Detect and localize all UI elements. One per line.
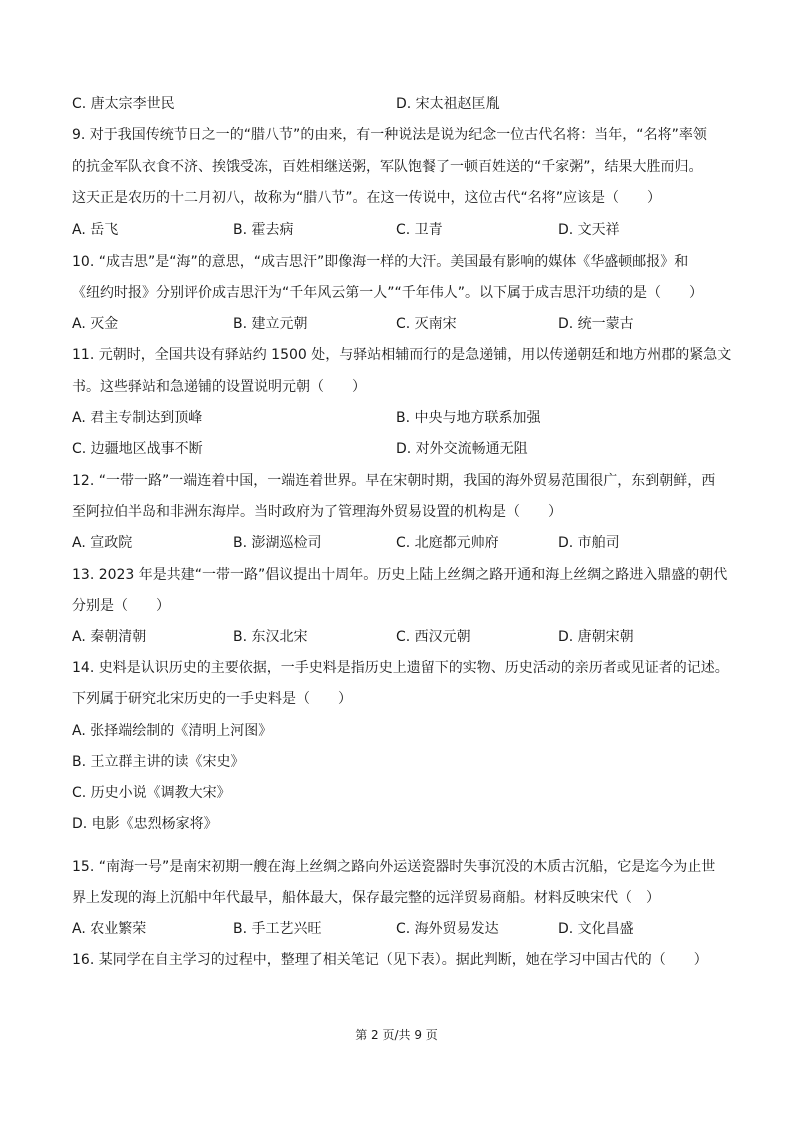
q10-option-d: D. 统一蒙古 (558, 316, 634, 332)
q8-option-c: C. 唐太宗李世民 (72, 96, 175, 112)
q11-option-d: D. 对外交流畅通无阻 (396, 441, 528, 457)
q10-stem-line-1: 10. “成吉思”是“海”的意思，“成吉思汗”即像海一样的大汗。美国最有影响的媒体《华盛顿邮报》和 (72, 254, 689, 270)
q13-stem-line-2: 分别是（ ） (72, 598, 170, 614)
q10-stem-line-2: 《纽约时报》分别评价成吉思汗为“千年风云第一人”“千年伟人”。以下属于成吉思汗功绩的是（ ） (72, 285, 704, 301)
q15-option-b: B. 手工艺兴旺 (233, 921, 322, 937)
page-footer: 第 2 页/共 9 页 (355, 1028, 438, 1042)
q13-option-d: D. 唐朝宋朝 (558, 629, 634, 645)
q10-option-a: A. 灭金 (72, 316, 119, 332)
q16-stem-line-1: 16. 某同学在自主学习的过程中，整理了相关笔记（见下表）。据此判断，她在学习中国古代的（ ） (72, 952, 708, 968)
q15-option-d: D. 文化昌盛 (558, 921, 634, 937)
q15-stem-line-2: 界上发现的海上沉船中年代最早，船体最大，保存最完整的远洋贸易商船。材料反映宋代（ ） (72, 890, 660, 906)
q12-stem-line-1: 12. “一带一路”一端连着中国，一端连着世界。早在宋朝时期，我国的海外贸易范围很广，东到朝鲜，西 (72, 473, 716, 489)
q10-option-b: B. 建立元朝 (233, 316, 308, 332)
q11-stem-line-1: 11. 元朝时，全国共设有驿站约 1500 处，与驿站相辅而行的是急递铺，用以传递朝廷和地方州郡的紧急文 (72, 347, 732, 363)
q15-stem-line-1: 15. “南海一号”是南宋初期一艘在海上丝绸之路向外运送瓷器时失事沉没的木质古沉船，它是迄今为止世 (72, 859, 716, 875)
q15-option-a: A. 农业繁荣 (72, 921, 147, 937)
q12-stem-line-2: 至阿拉伯半岛和非洲东海岸。当时政府为了管理海外贸易设置的机构是（ ） (72, 504, 562, 520)
q14-option-c: C. 历史小说《调教大宋》 (72, 785, 231, 801)
q11-stem-line-2: 书。这些驿站和急递铺的设置说明元朝（ ） (72, 379, 366, 395)
q14-stem-line-1: 14. 史料是认识历史的主要依据，一手史料是指历史上遗留下的实物、历史活动的亲历者或见证者的记述。 (72, 660, 729, 676)
q14-option-b: B. 王立群主讲的读《宋史》 (72, 754, 245, 770)
q11-option-b: B. 中央与地方联系加强 (396, 410, 541, 426)
q12-option-c: C. 北庭都元帅府 (396, 535, 499, 551)
q9-option-b: B. 霍去病 (233, 222, 294, 238)
q13-option-b: B. 东汉北宋 (233, 629, 308, 645)
q9-stem-line-3: 这天正是农历的十二月初八，故称为“腊八节”。在这一传说中，这位古代“名将”应该是（ ） (72, 190, 662, 206)
q12-option-d: D. 市舶司 (558, 535, 620, 551)
q15-option-c: C. 海外贸易发达 (396, 921, 499, 937)
q14-option-d: D. 电影《忠烈杨家将》 (72, 816, 218, 832)
q9-option-d: D. 文天祥 (558, 222, 620, 238)
q14-stem-line-2: 下列属于研究北宋历史的一手史料是（ ） (72, 691, 352, 707)
q13-option-a: A. 秦朝清朝 (72, 629, 147, 645)
q12-option-b: B. 澎湖巡检司 (233, 535, 322, 551)
q14-option-a: A. 张择端绘制的《清明上河图》 (72, 723, 273, 739)
q9-stem-line-1: 9. 对于我国传统节日之一的“腊八节”的由来，有一种说法是说为纪念一位古代名将：当年，“名将”率领 (72, 127, 707, 143)
q11-option-c: C. 边疆地区战事不断 (72, 441, 203, 457)
q13-stem-line-1: 13. 2023 年是共建“一带一路”倡议提出十周年。历史上陆上丝绸之路开通和海上丝绸之路进入鼎盛的朝代 (72, 567, 728, 583)
q11-option-a: A. 君主专制达到顶峰 (72, 410, 203, 426)
q10-option-c: C. 灭南宋 (396, 316, 457, 332)
q9-stem-line-2: 的抗金军队衣食不济、挨饿受冻，百姓相继送粥，军队饱餐了一顿百姓送的“千家粥”，结果大胜而归。 (72, 159, 703, 175)
q12-option-a: A. 宣政院 (72, 535, 133, 551)
q8-option-d: D. 宋太祖赵匡胤 (396, 96, 500, 112)
q9-option-c: C. 卫青 (396, 222, 443, 238)
q13-option-c: C. 西汉元朝 (396, 629, 471, 645)
q9-option-a: A. 岳飞 (72, 222, 119, 238)
